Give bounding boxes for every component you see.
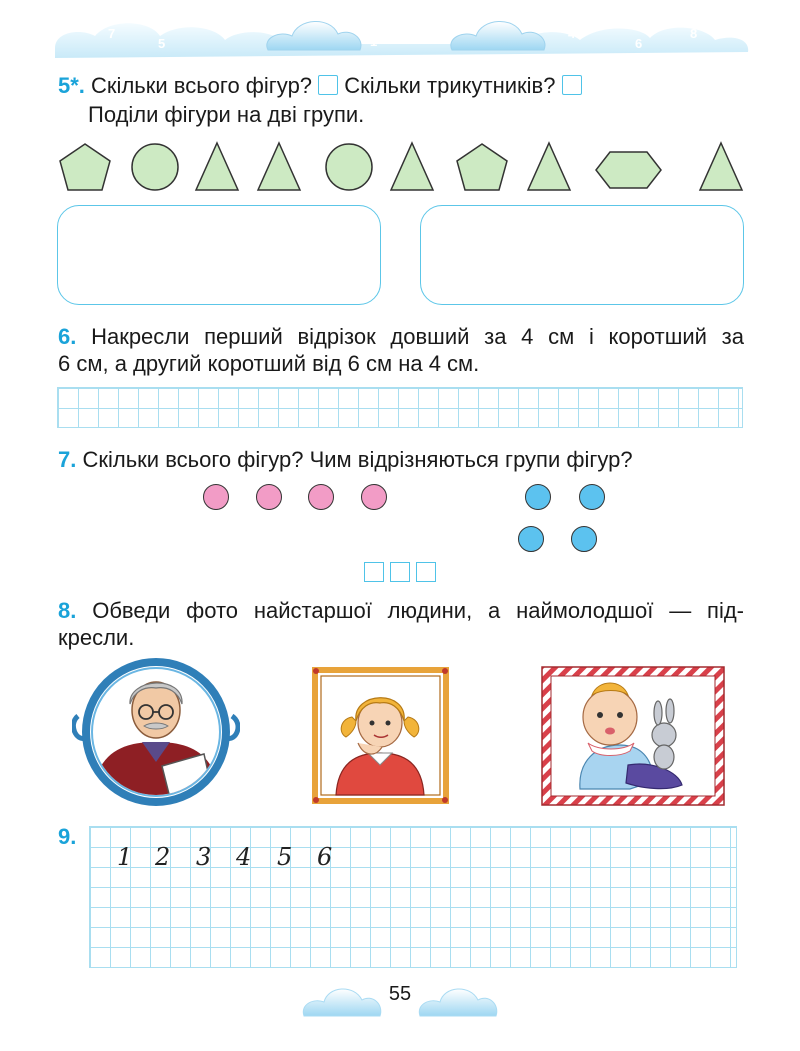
- copy-digit: 2: [155, 843, 171, 871]
- task5-question: [58, 72, 582, 99]
- circle-shape: [326, 144, 372, 190]
- task-number: 6.: [58, 324, 77, 349]
- hexagon-shape: [596, 152, 661, 188]
- blue-circle: [579, 484, 605, 510]
- task6-line2: 6 см, а другий коротший від 6 см на 4 см.: [58, 351, 480, 376]
- girl-photo[interactable]: [312, 667, 449, 804]
- circle-shape: [132, 144, 178, 190]
- cloud-digit: 2: [422, 32, 430, 47]
- grandfather-photo[interactable]: [72, 658, 240, 808]
- drawing-grid[interactable]: [57, 387, 743, 428]
- cloud-digit: 5: [158, 36, 166, 51]
- task6-text: [58, 323, 744, 377]
- answer-box[interactable]: [390, 562, 410, 582]
- task-number: 5*.: [58, 73, 85, 98]
- task8-line1: Обведи фото найстаршої людини, а наймолодшої — під-: [92, 598, 745, 623]
- copy-digit: 3: [196, 843, 212, 871]
- copy-digit: 6: [317, 843, 333, 871]
- blue-circle: [525, 484, 551, 510]
- task5-question-triangles: Скільки трикутників?: [344, 73, 556, 98]
- blue-circle: [518, 526, 544, 552]
- pentagon-shape: [457, 144, 507, 190]
- copy-digit: 5: [277, 843, 293, 871]
- task8-text: [58, 597, 744, 651]
- task-number: 9.: [58, 824, 77, 849]
- pink-circle: [256, 484, 282, 510]
- triangle-shape: [528, 143, 570, 190]
- triangle-shape: [258, 143, 300, 190]
- task5-instruction: Поділи фігури на дві групи.: [88, 102, 365, 127]
- answer-box[interactable]: [318, 75, 338, 95]
- task7-text: [58, 446, 633, 473]
- cloud-digit: 6: [635, 36, 643, 51]
- triangle-shape: [700, 143, 742, 190]
- group-box-left[interactable]: [57, 205, 381, 305]
- answer-box[interactable]: [416, 562, 436, 582]
- pink-circle: [308, 484, 334, 510]
- shapes-row: [55, 140, 755, 196]
- pink-circle: [203, 484, 229, 510]
- cloud-digit: 4: [568, 26, 576, 41]
- cloud-digit: 3: [222, 24, 230, 39]
- baby-photo[interactable]: [540, 665, 726, 807]
- page-number: 55: [388, 983, 412, 1005]
- pentagon-shape: [60, 144, 110, 190]
- task-number: 7.: [58, 447, 77, 472]
- task-number: 8.: [58, 598, 77, 623]
- task8-line2: кресли.: [58, 625, 135, 650]
- header-cloud-band: [0, 0, 800, 70]
- task5-question-total: Скільки всього фігур?: [91, 73, 313, 98]
- task7-question: Скільки всього фігур? Чим відрізняються групи фігур?: [82, 447, 633, 472]
- cloud-digit: 7: [108, 26, 116, 41]
- answer-box[interactable]: [364, 562, 384, 582]
- triangle-shape: [391, 143, 433, 190]
- task6-line1: Накресли перший відрізок довший за 4 см і коротший за: [91, 324, 744, 349]
- copy-digit: 1: [117, 843, 133, 871]
- triangle-shape: [196, 143, 238, 190]
- answer-box[interactable]: [562, 75, 582, 95]
- group-box-right[interactable]: [420, 205, 744, 305]
- copy-digit: 4: [236, 843, 252, 871]
- cloud-digit: 1: [370, 34, 378, 49]
- writing-grid[interactable]: [89, 826, 737, 968]
- pink-circle: [361, 484, 387, 510]
- blue-circle: [571, 526, 597, 552]
- cloud-digit: 8: [690, 26, 698, 41]
- cloud-digit: 0: [396, 16, 404, 31]
